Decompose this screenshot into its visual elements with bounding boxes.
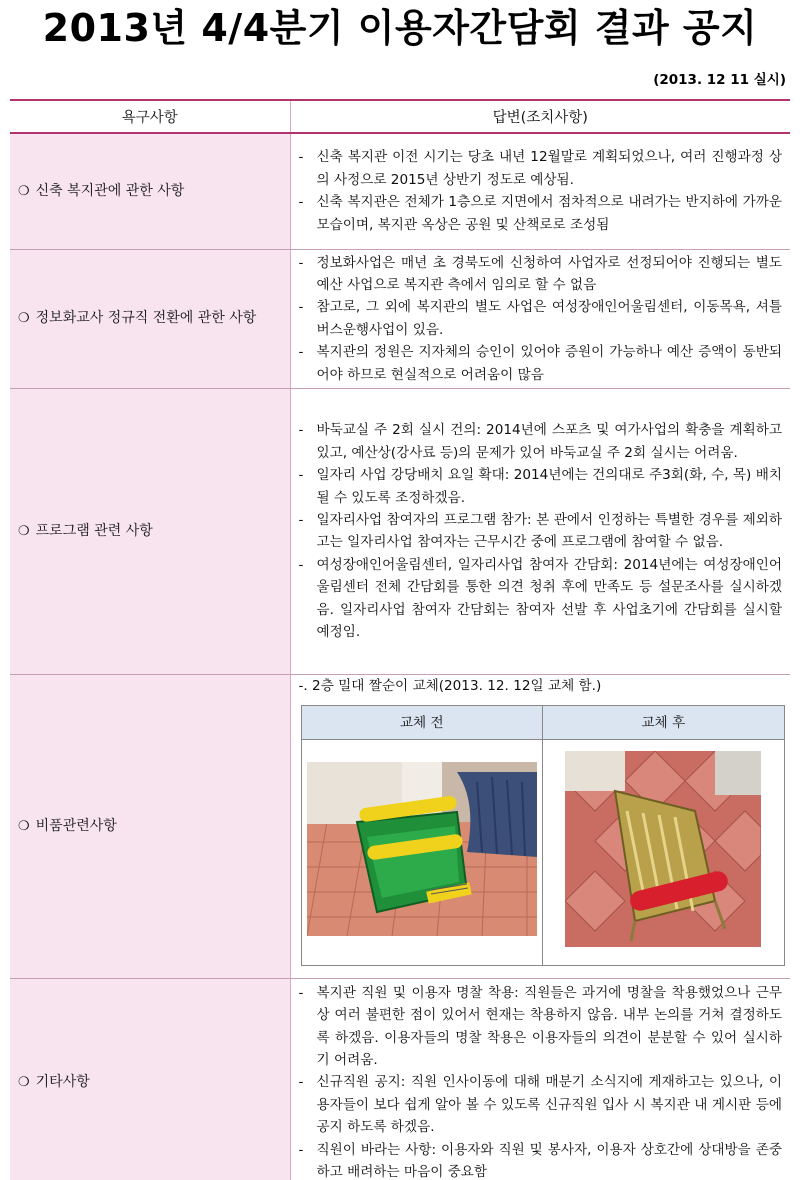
table-row xyxy=(10,388,790,674)
list-item: - 직원이 바라는 사항: 이용자와 직원 및 봉사자, 이용자 상호간에 상대방을 존중하고 배려하는 마음이 중요함 xyxy=(298,1141,782,1180)
mop-bucket-new-image xyxy=(565,751,761,947)
before-header: 교체 전 xyxy=(301,706,543,740)
before-photo-cell xyxy=(301,740,543,966)
list-item: - 일자리사업 참여자의 프로그램 참가: 본 관에서 인정하는 특별한 경우를 제외하고는 일자리사업 참여자는 근무시간 중에 프로그램에 참여할 수 없음. xyxy=(298,512,782,551)
bullet-icon: ❍ xyxy=(18,523,30,539)
bullet-icon: ❍ xyxy=(18,183,30,199)
mop-bucket-old-image xyxy=(307,762,537,936)
request-cell: ❍ 프로그램 관련 사항 xyxy=(10,388,290,674)
list-item: - 신규직원 공지: 직원 인사이동에 대해 매분기 소식지에 게재하고는 있으나, 이용자들이 보다 쉽게 알아 볼 수 있도록 신규직원 입사 시 복지관 내 게시판 등에 공지 하도록 하겠음. xyxy=(298,1074,782,1136)
table-row xyxy=(10,249,790,388)
list-item: - 바둑교실 주 2회 실시 건의: 2014년에 스포츠 및 여가사업의 확충을 계획하고 있고, 예산상(강사료 등)의 문제가 있어 바둑교실 주 2회 실시는 어려움. xyxy=(298,422,782,461)
page-title: 2013년 4/4분기 이용자간담회 결과 공지 xyxy=(42,6,758,50)
bullet-icon: ❍ xyxy=(18,819,30,835)
bullet-icon: ❍ xyxy=(18,1075,30,1091)
meeting-date: (2013. 12 11 실시) xyxy=(653,72,786,88)
replacement-note: -. 2층 밀대 짤순이 교체(2013. 12. 12일 교체 함.) xyxy=(298,677,602,694)
list-item: - 여성장애인어울림센터, 일자리사업 참여자 간담회: 2014년에는 여성장애인어울림센터 전체 간담회를 통한 의견 청취 후에 만족도 등 설문조사를 실시하겠음. 일자리사업 참여자 간담회는 참여자 선발 후 사업초기에 간담회를 실시할 예정임. xyxy=(298,556,782,641)
bullet-icon: ❍ xyxy=(18,311,30,327)
list-item: - 정보화사업은 매년 초 경북도에 신청하여 사업자로 선정되어야 진행되는 별도예산 사업으로 복지관 측에서 임의로 할 수 없음 xyxy=(298,254,782,293)
list-item: - 신축 복지관 이전 시기는 당초 내년 12월말로 계획되었으나, 여러 진행과정 상의 사정으로 2015년 상반기 정도로 예상됨. xyxy=(298,149,782,188)
request-cell: ❍ 기타사항 xyxy=(10,979,290,1180)
replacement-photos xyxy=(301,705,785,966)
list-item: - 복지관 직원 및 이용자 명찰 착용: 직원들은 과거에 명찰을 착용했었으나 근무 상 여러 불편한 점이 있어서 현재는 착용하지 않음. 내부 논의를 거쳐 결정하도록 하겠음. 이용자들의 명찰 착용은 이용자들의 의견이 분분할 수 있어 실시하기 어려움. xyxy=(298,984,782,1068)
header-answers: 답변(조치사항) xyxy=(290,100,790,133)
answer-cell xyxy=(290,388,790,674)
after-header: 교체 후 xyxy=(543,706,785,740)
answer-cell xyxy=(290,674,790,978)
list-item: - 참고로, 그 외에 복지관의 별도 사업은 여성장애인어울림센터, 이동목욕, 셔틀버스운행사업이 있음. xyxy=(298,299,782,338)
request-cell: ❍ 신축 복지관에 관한 사항 xyxy=(10,133,290,249)
answer-cell xyxy=(290,979,790,1180)
list-item: - 신축 복지관은 전체가 1층으로 지면에서 점차적으로 내려가는 반지하에 가까운 모습이며, 복지관 옥상은 공원 및 산책로로 조성됨 xyxy=(298,194,782,233)
table-row xyxy=(10,979,790,1180)
request-cell: ❍ 비품관련사항 xyxy=(10,674,290,978)
list-item: - 복지관의 정원은 지자체의 승인이 있어야 증원이 가능하나 예산 증액이 동반되어야 하므로 현실적으로 어려움이 많음 xyxy=(298,344,782,383)
answer-cell xyxy=(290,249,790,388)
request-cell: ❍ 정보화교사 정규직 전환에 관한 사항 xyxy=(10,249,290,388)
answer-cell xyxy=(290,133,790,249)
after-photo-cell xyxy=(543,740,785,966)
list-item: - 일자리 사업 강당배치 요일 확대: 2014년에는 건의대로 주3회(화, 수, 목) 배치될 수 있도록 조정하겠음. xyxy=(298,467,782,506)
table-row xyxy=(10,674,790,978)
results-table xyxy=(10,99,790,1180)
table-row xyxy=(10,133,790,249)
header-requests: 욕구사항 xyxy=(10,100,290,133)
